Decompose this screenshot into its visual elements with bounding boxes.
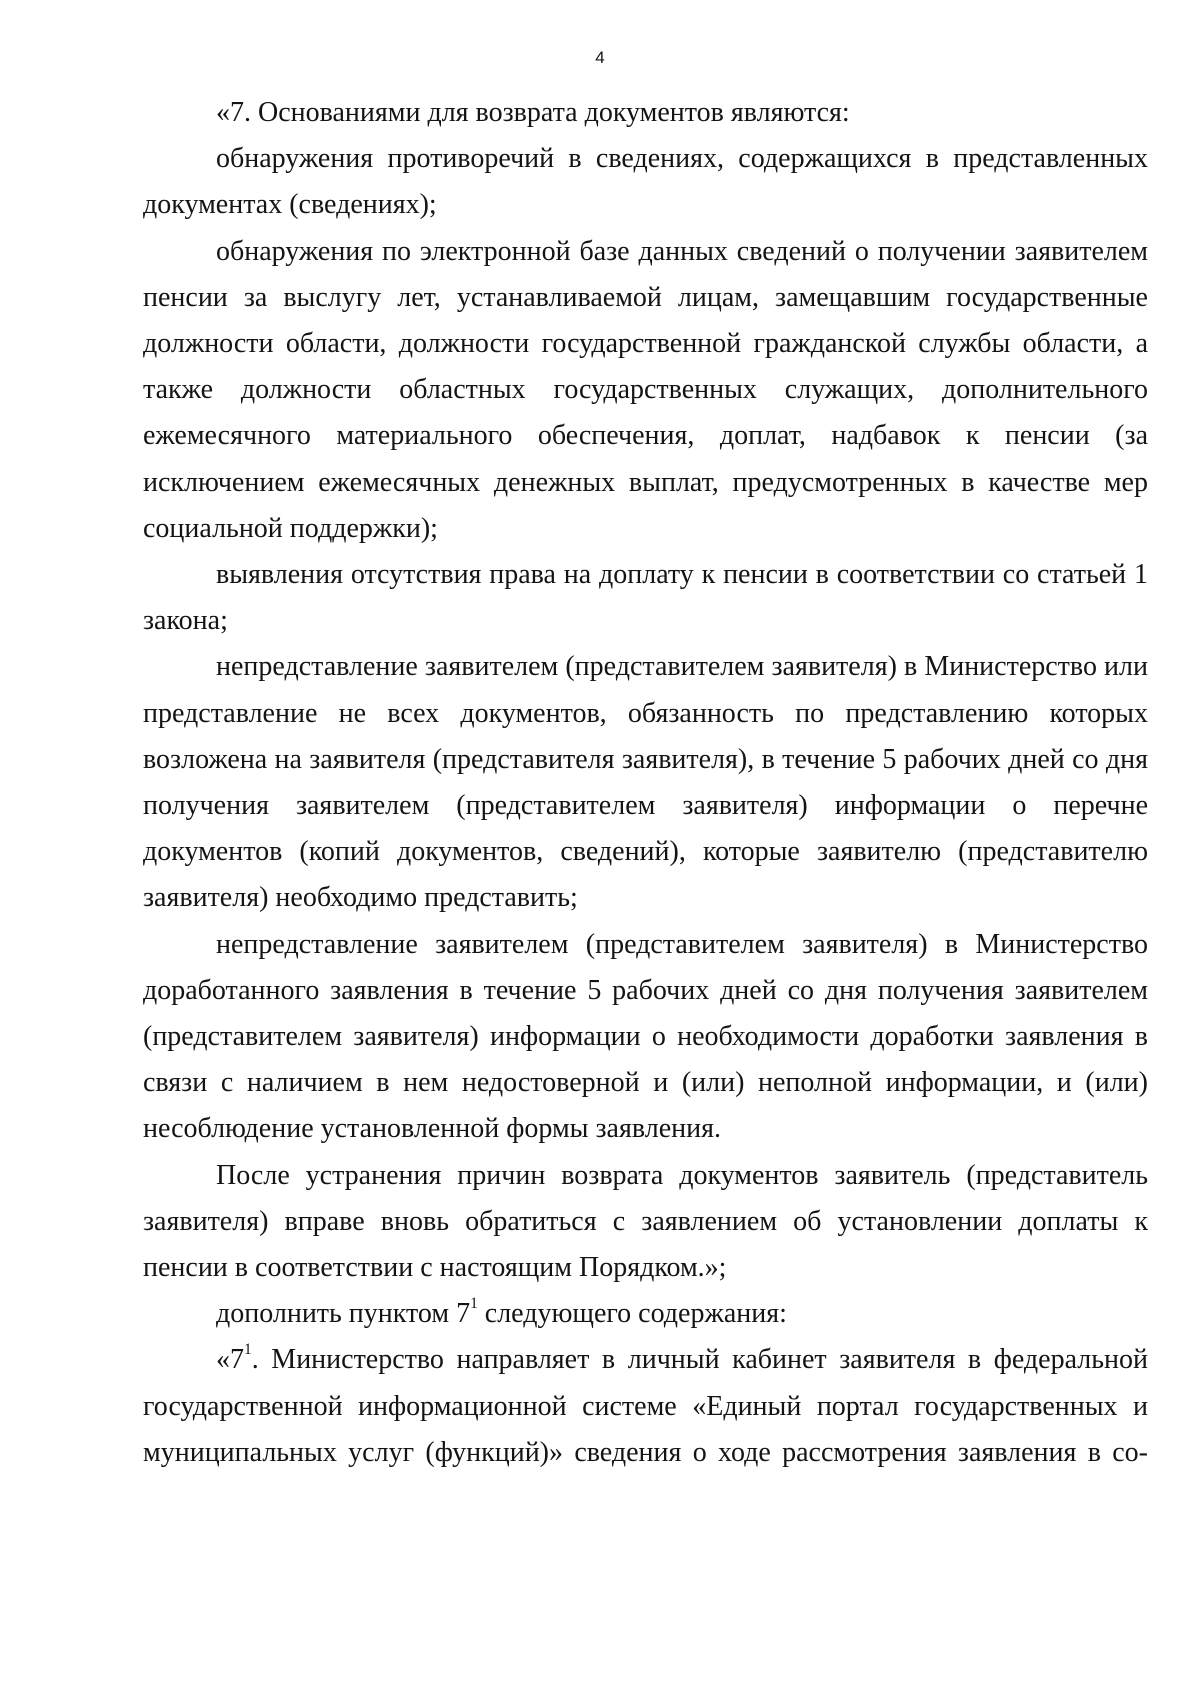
clause-7-1-text: . Министерство направляет в личный кабинет заявителя в федеральной государственной информационной системе «Единый портал государственных и муниципальных услуг (функций)» сведения о ходе рассмотрения заявления в со- (143, 1344, 1148, 1468)
paragraph-no-right: выявления отсутствия права на доплату к пенсии в соответствии со статьей 1 закона; (143, 559, 1148, 637)
clause-7-1-start: «7 (216, 1344, 244, 1376)
paragraph-add-clause (143, 1291, 1148, 1337)
add-clause-text-start: дополнить пунктом 7 (216, 1298, 471, 1330)
paragraph-revised-application: непредставление заявителем (представителем заявителя) в Министерство доработанного заявления в течение 5 рабочих дней со дня получения заявителем (представителем заявителя) информации о необходимости доработки заявления в связи с наличием в нем недостоверной и (или) неполной информации, и (или) несоблюдение установленной формы заявления. (143, 928, 1148, 1145)
paragraph-clause-7-1 (143, 1337, 1148, 1476)
page-number: 4 (595, 48, 605, 67)
clause-7-1-superscript: 1 (244, 1341, 252, 1359)
paragraph-after-elimination: После устранения причин возврата документов заявитель (представитель заявителя) вправе вновь обратиться с заявлением об установлении доплаты к пенсии в соответствии с настоящим Порядком.»; (143, 1159, 1148, 1284)
add-clause-text-end: следующего содержания: (477, 1298, 787, 1330)
paragraph-pension-database: обнаружения по электронной базе данных сведений о получении заявителем пенсии за выслугу лет, устанавливаемой лицам, замещавшим государственные должности области, должности государственной гражданской службы области, а также должности областных государственных служащих, дополнительного ежемесячного материального обеспечения, доплат, надбавок к пенсии (за исключением ежемесячных денежных выплат, предусмотренных в качестве мер социальной поддержки); (143, 235, 1148, 544)
paragraph-contradictions: обнаружения противоречий в сведениях, содержащихся в представленных документах (сведениях); (143, 143, 1148, 221)
document-body (143, 90, 1148, 1476)
add-clause-superscript: 1 (470, 1295, 478, 1313)
paragraph-missing-documents: непредставление заявителем (представителем заявителя) в Министерство или представление не всех документов, обязанность по представлению которых возложена на заявителя (представителя заявителя), в течение 5 рабочих дней со дня получения заявителем (представителем заявителя) информации о перечне документов (копий документов, сведений), которые заявителю (представителю заявителя) необходимо представить; (143, 651, 1148, 914)
paragraph-grounds-heading: «7. Основаниями для возврата документов являются: (216, 97, 850, 128)
